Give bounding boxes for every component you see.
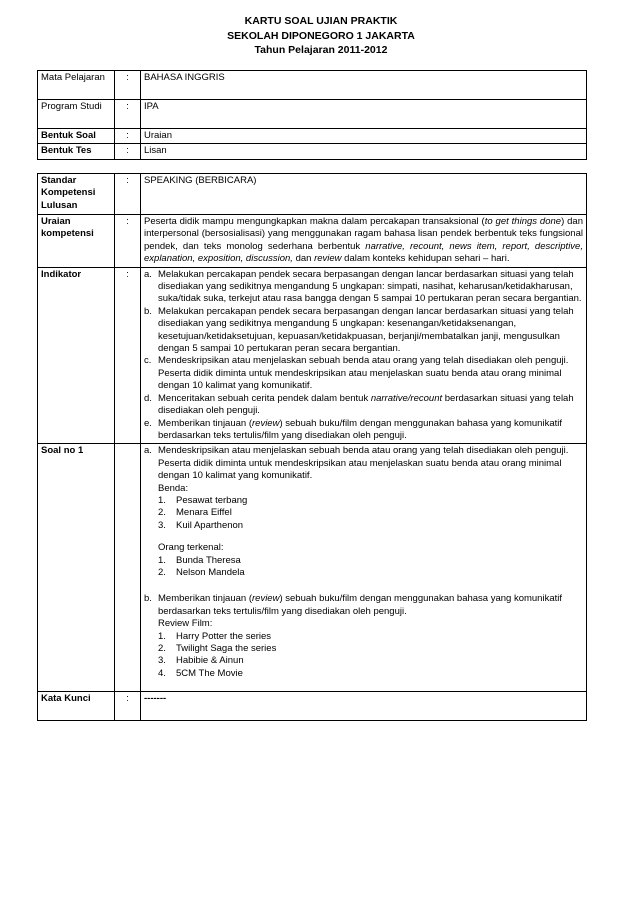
benda-label: Benda: [158, 482, 189, 494]
prodi-value: IPA [141, 100, 587, 129]
colon: : [115, 71, 141, 100]
row-uraian-kompetensi [38, 215, 587, 268]
kata-kunci-value: ------- [141, 692, 587, 721]
competency-table [37, 173, 587, 721]
list-item: 1. Pesawat terbang [158, 494, 248, 506]
bentuk-tes-label: Bentuk Tes [38, 144, 115, 159]
header-year: Tahun Pelajaran 2011-2012 [254, 44, 388, 56]
header-title: KARTU SOAL UJIAN PRAKTIK [244, 15, 398, 27]
info-table [37, 70, 587, 160]
row-indikator [38, 267, 587, 444]
benda-list [158, 495, 583, 532]
row-bentuk-soal [38, 129, 587, 144]
bentuk-tes-value: Lisan [141, 144, 587, 159]
list-item: 2. Nelson Mandela [158, 566, 245, 578]
skl-value: SPEAKING (BERBICARA) [141, 174, 587, 215]
soal-content [141, 444, 587, 692]
list-item: 1. Bunda Theresa [158, 554, 241, 566]
row-mata-pelajaran [38, 71, 587, 100]
indikator-list [141, 267, 587, 444]
indikator-item-c: c. Mendeskripsikan atau menjelaskan sebuah benda atau orang yang telah disediakan oleh penguji. Peserta didik diminta untuk mendeskripsikan atau menjelaskan suatu benda atau orang minimal dengan 10 kalimat yang komunikatif. [144, 355, 569, 392]
indikator-label: Indikator [38, 267, 115, 444]
colon: : [115, 215, 141, 268]
document-header [0, 14, 638, 58]
list-item: 2. Twilight Saga the series [158, 643, 277, 654]
mapel-value: BAHASA INGGRIS [141, 71, 587, 100]
list-item: 3. Habibie & Ainun [158, 655, 244, 667]
list-item: 2. Menara Eiffel [158, 507, 232, 519]
indikator-item-b: b. Melakukan percakapan pendek secara berpasangan dengan lancar berdasarkan situasi yang telah disediakan yang sedikitnya mengandung 5 ungkapan: kesenangan/ketidaksenangan, kesetujuan/ketidaksetujuan, kepuasan/ketidakpuasan, berjanji/membatalkan janji, mengusulkan dengan 5 sampai 10 pertukaran peran secara bergantian. [144, 305, 574, 355]
bentuk-soal-label: Bentuk Soal [38, 129, 115, 144]
row-skl [38, 174, 587, 215]
soal-label: Soal no 1 [38, 444, 115, 692]
colon: : [115, 174, 141, 215]
list-item: 4. 5CM The Movie [158, 667, 243, 679]
film-label: Review Film: [158, 618, 213, 630]
skl-label: Standar Kompetensi Lulusan [38, 174, 115, 215]
colon: : [115, 100, 141, 129]
list-item: 3. Kuil Aparthenon [158, 519, 244, 531]
bentuk-soal-value: Uraian [141, 129, 587, 144]
soal-item-b: b. Memberikan tinjauan (review) sebuah buku/film dengan menggunakan bahasa yang komunikatif berdasarkan teks tertulis/film yang disediakan oleh penguji. Review Film: 1. Harry Potter the series 2. Twilight Saga the series 3. Habibie & Ainun 4. 5CM The Movie [144, 593, 583, 690]
kata-kunci-label: Kata Kunci [38, 692, 115, 721]
list-item: 1. Harry Potter the series [158, 630, 272, 642]
mapel-label: Mata Pelajaran [38, 71, 115, 100]
colon: : [115, 267, 141, 444]
row-program-studi [38, 100, 587, 129]
uraian-label: Uraian kompetensi [38, 215, 115, 268]
indikator-item-e: e. Memberikan tinjauan (review) sebuah buku/film dengan menggunakan bahasa yang komunikatif berdasarkan teks tertulis/film yang disediakan oleh penguji. [144, 417, 563, 441]
orang-list [158, 555, 583, 580]
row-bentuk-tes [38, 144, 587, 159]
indikator-item-a: a. Melakukan percakapan pendek secara berpasangan dengan lancar berdasarkan situasi yang telah disediakan yang sedikitnya mengandung 5 ungkapan: simpati, nasihat, keharusan/ketidakharusan, suka/tidak suka, terkejut atau rasa bangga dengan 5 sampai 10 pertukaran peran secara bergantian. [144, 268, 582, 305]
header-school: SEKOLAH DIPONEGORO 1 JAKARTA [227, 29, 415, 42]
indikator-item-d: d. Menceritakan sebuah cerita pendek dalam bentuk narrative/recount berdasarkan situasi yang telah disediakan oleh penguji. [144, 392, 574, 417]
colon: : [115, 692, 141, 721]
colon: : [115, 129, 141, 144]
row-soal-1 [38, 444, 587, 692]
row-kata-kunci [38, 692, 587, 721]
prodi-label: Program Studi [38, 100, 115, 129]
colon: : [115, 144, 141, 159]
film-list [158, 631, 583, 681]
soal-item-a: a. Mendeskripsikan atau menjelaskan sebuah benda atau orang yang telah disediakan oleh penguji. Peserta didik diminta untuk mendeskripsikan atau menjelaskan suatu benda atau orang minimal dengan 10 kalimat yang komunikatif. Benda: 1. Pesawat terbang 2. Menara Eiffel 3. Kuil Aparthenon Orang terkenal: 1. Bunda Theresa 2. Nelson Mandela [144, 445, 583, 593]
orang-label: Orang terkenal: [158, 542, 224, 554]
uraian-value: Peserta didik mampu mengungkapkan makna dalam percakapan transaksional (to get things done) dan interpersonal (bersosialisasi) yang menggunakan ragam bahasa lisan pendek berbentuk teks fungsional pendek, dan teks monolog sederhana berbentuk narrative, recount, news item, report, descriptive, explanation, exposition, discussion, dan review dalam konteks kehidupan sehari – hari. [141, 215, 587, 268]
